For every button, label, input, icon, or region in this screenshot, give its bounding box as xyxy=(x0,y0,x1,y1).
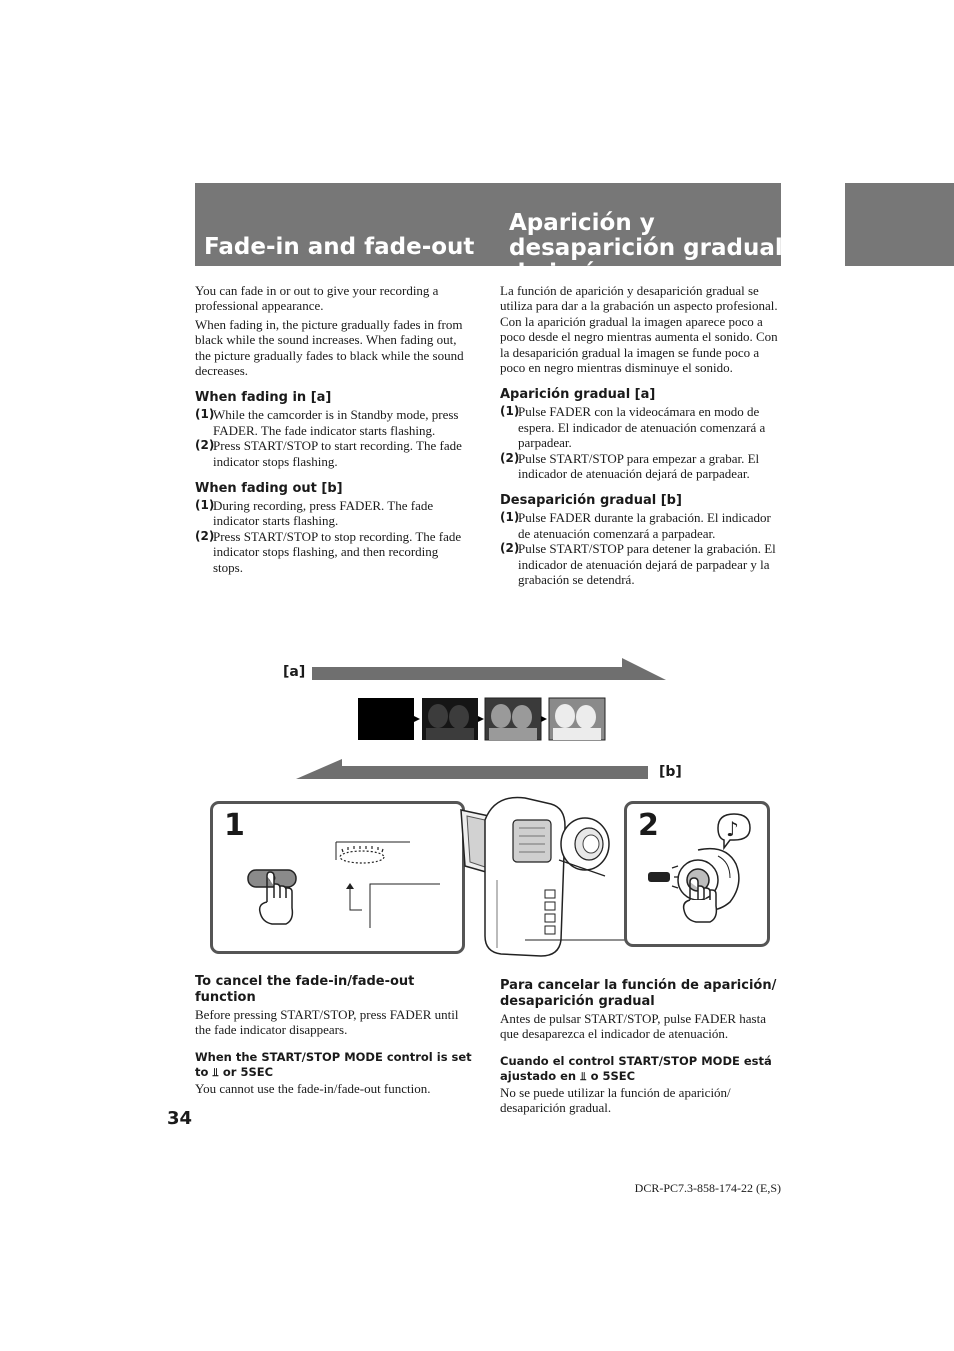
page-title-es: Aparición y desaparición gradual de imágenes xyxy=(509,210,783,286)
step-text: Pulse START/STOP para empezar a grabar. El indicador de atenuación dejará de parpadear. xyxy=(518,450,760,482)
step-text: Press START/STOP to stop recording. The fade indicator stops flashing, and then recording stops. xyxy=(213,528,462,575)
fade-out-arrow xyxy=(294,757,654,783)
step-text: While the camcorder is in Standby mode, press FADER. The fade indicator starts flashing. xyxy=(213,407,459,438)
step-1-number: 1 xyxy=(224,808,245,843)
english-column xyxy=(195,283,467,575)
cancel-text: Antes de pulsar START/STOP, pulse FADER hasta que desaparezca el indicador de atenuación. xyxy=(500,1011,766,1042)
step-item xyxy=(500,451,784,482)
step-number: (1) xyxy=(500,510,520,525)
music-note-icon: ♪ xyxy=(726,817,739,841)
step-text: During recording, press FADER. The fade indicator starts flashing. xyxy=(213,498,434,529)
section-heading: Desaparición gradual [b] xyxy=(500,493,682,509)
step-item xyxy=(195,529,467,575)
step-number: (2) xyxy=(195,528,215,543)
english-notes xyxy=(195,962,477,1099)
step-text: Press START/STOP to start recording. The fade indicator stops flashing. xyxy=(213,438,462,469)
cancel-heading: To cancel the fade-in/fade-out function xyxy=(195,974,415,1005)
step-item xyxy=(500,541,784,587)
fade-image-sequence xyxy=(356,696,608,742)
flashing-fade-indicator xyxy=(340,846,384,863)
model-code: DCR-PC7.3-858-174-22 (E,S) xyxy=(634,1181,781,1195)
intro-paragraph: When fading in, the picture gradually fades in from black while the sound increases. When fading out, the picture gradually fades to black while the sound decreases. xyxy=(195,316,464,379)
fade-out-label: [b] xyxy=(659,764,682,780)
start-stop-illustration xyxy=(626,808,762,936)
section-tab xyxy=(845,183,954,266)
step-item xyxy=(500,404,784,450)
fade-in-label: [a] xyxy=(283,664,306,680)
recording-indicator xyxy=(648,872,670,882)
step-number: (1) xyxy=(195,407,215,422)
page-title-en: Fade-in and fade-out xyxy=(204,234,475,260)
step-number: (2) xyxy=(500,450,520,465)
step-number: (1) xyxy=(195,498,215,513)
step-number: (2) xyxy=(195,438,215,453)
step-item xyxy=(195,438,467,469)
intro-paragraph: Con la aparición gradual la imagen aparece poco a poco desde el negro mientras aumenta el sonido. Con la desaparición gradual la imagen se funde poco a poco en negro mientras disminuye el sonido. xyxy=(500,313,778,376)
section-heading: Aparición gradual [a] xyxy=(500,387,656,403)
fader-button-illustration xyxy=(240,840,450,940)
mode-text: No se puede utilizar la función de aparición/ desaparición gradual. xyxy=(500,1084,731,1116)
cancel-text: Before pressing START/STOP, press FADER until the fade indicator disappears. xyxy=(195,1007,459,1038)
step-item xyxy=(195,498,467,529)
fade-in-arrow xyxy=(310,656,670,682)
camcorder-illustration xyxy=(455,790,633,962)
intro-paragraph: You can fade in or out to give your recording a professional appearance. xyxy=(195,283,439,314)
section-heading: When fading out [b] xyxy=(195,481,343,497)
section-heading: When fading in [a] xyxy=(195,390,332,406)
page-number: 34 xyxy=(167,1108,193,1129)
mode-text: You cannot use the fade-in/fade-out function. xyxy=(195,1080,431,1096)
intro-paragraph: La función de aparición y desaparición gradual se utiliza para dar a la grabación un aspecto profesional. xyxy=(500,283,778,314)
cancel-heading: Para cancelar la función de aparición/ desaparición gradual xyxy=(500,978,777,1009)
step-text: Pulse FADER con la videocámara en modo de espera. El indicador de atenuación comenzará a parpadear. xyxy=(518,404,766,451)
step-item xyxy=(195,407,467,438)
step-text: Pulse START/STOP para detener la grabación. El indicador de atenuación dejará de parpadear y la grabación se detendrá. xyxy=(518,541,776,588)
step-text: Pulse FADER durante la grabación. El indicador de atenuación comenzará a parpadear. xyxy=(518,510,771,541)
step-number: (1) xyxy=(500,404,520,419)
mode-heading: Cuando el control START/STOP MODE está ajustado en ⫫ o 5SEC xyxy=(500,1053,772,1083)
mode-heading: When the START/STOP MODE control is set to ⫫ or 5SEC xyxy=(195,1049,472,1079)
step-item xyxy=(500,510,784,541)
step-2-number: 2 xyxy=(638,808,659,843)
spanish-column xyxy=(500,283,784,588)
step-number: (2) xyxy=(500,541,520,556)
spanish-notes xyxy=(500,966,784,1119)
